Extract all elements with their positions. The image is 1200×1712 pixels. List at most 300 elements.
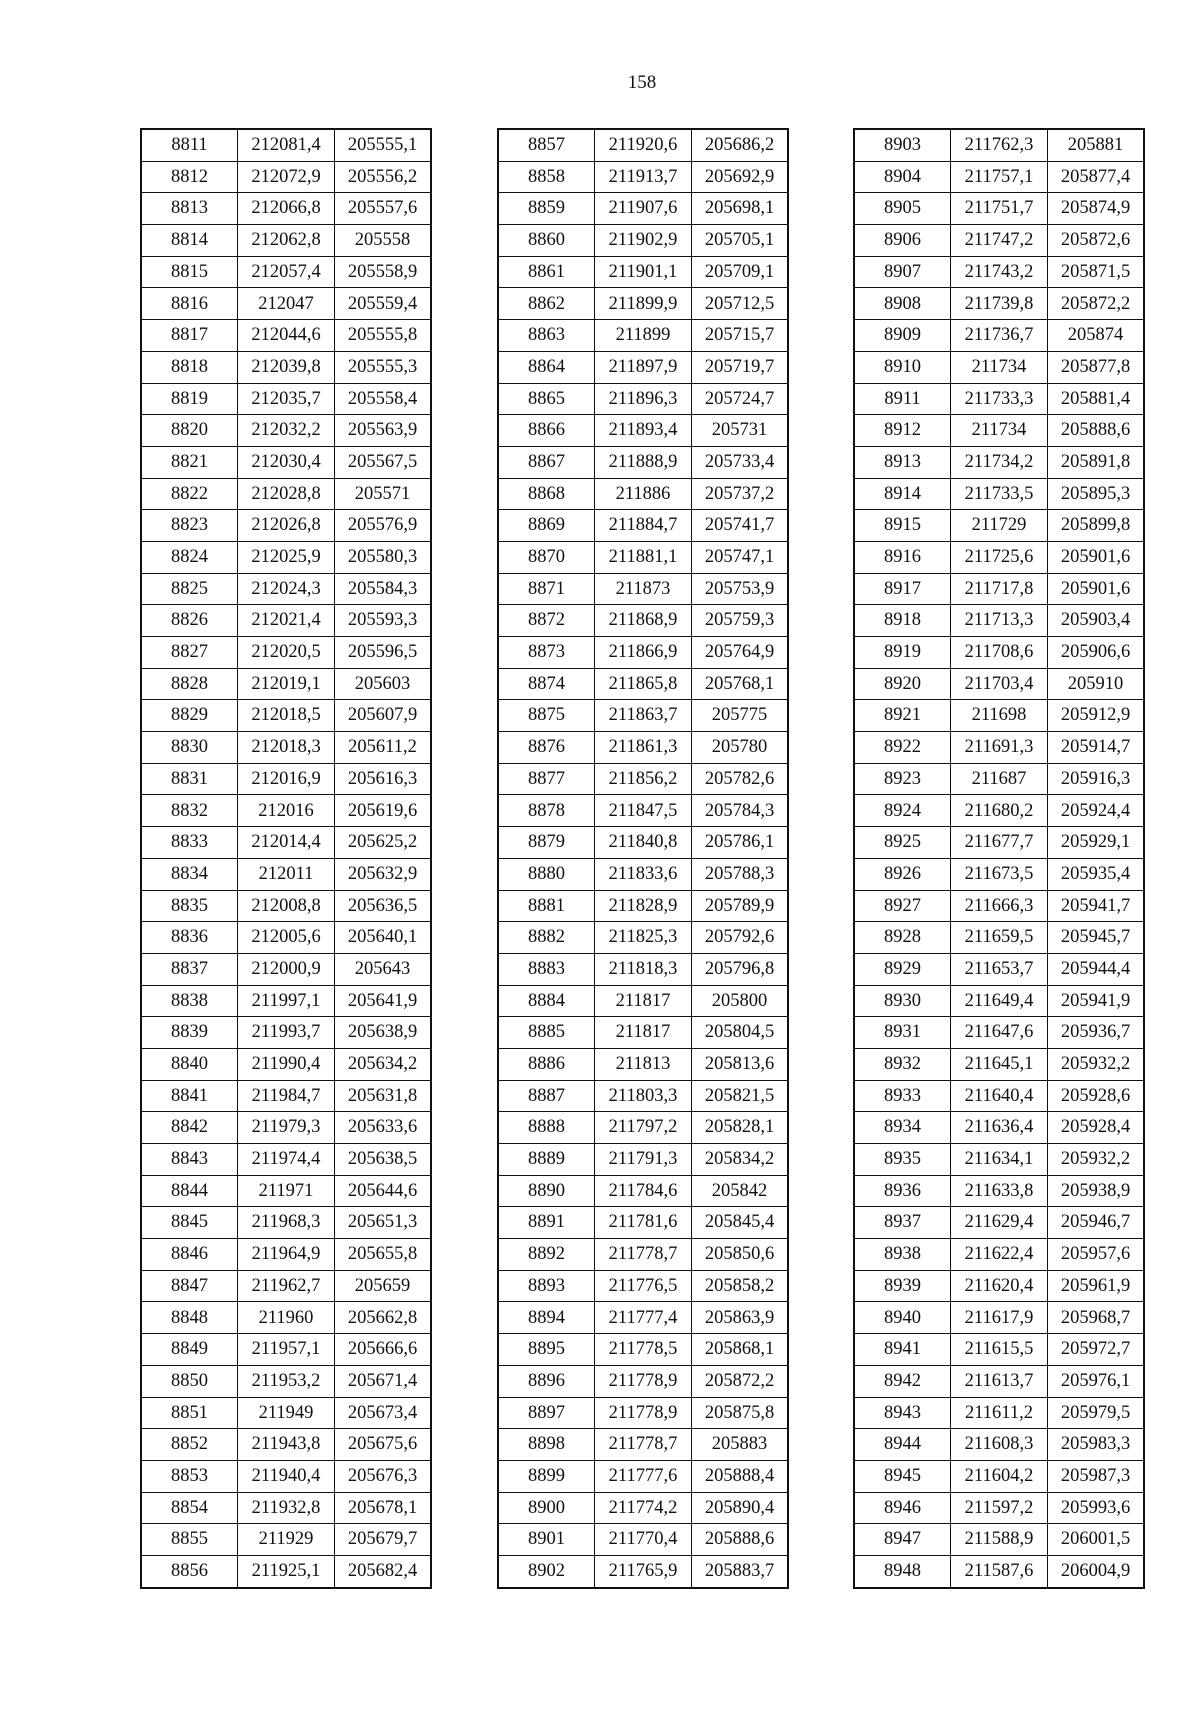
x-coordinate-cell: 211932,8 xyxy=(238,1492,335,1524)
table-row xyxy=(141,1334,431,1366)
point-number-cell: 8887 xyxy=(498,1080,595,1112)
y-coordinate-cell: 205961,9 xyxy=(1048,1270,1145,1302)
x-coordinate-cell: 212019,1 xyxy=(238,668,335,700)
y-coordinate-cell: 205676,3 xyxy=(335,1460,432,1492)
point-number-cell: 8941 xyxy=(854,1334,951,1366)
point-number-cell: 8865 xyxy=(498,383,595,415)
table-row xyxy=(141,1270,431,1302)
x-coordinate-cell: 211734 xyxy=(951,415,1048,447)
x-coordinate-cell: 211645,1 xyxy=(951,1048,1048,1080)
table-row xyxy=(141,858,431,890)
x-coordinate-cell: 211990,4 xyxy=(238,1048,335,1080)
x-coordinate-cell: 211893,4 xyxy=(595,415,692,447)
y-coordinate-cell: 205655,8 xyxy=(335,1239,432,1271)
table-row xyxy=(854,732,1144,764)
y-coordinate-cell: 205834,2 xyxy=(692,1144,789,1176)
y-coordinate-cell: 205979,5 xyxy=(1048,1397,1145,1429)
y-coordinate-cell: 205932,2 xyxy=(1048,1048,1145,1080)
table-row xyxy=(854,1207,1144,1239)
x-coordinate-cell: 211734,2 xyxy=(951,446,1048,478)
x-coordinate-cell: 211611,2 xyxy=(951,1397,1048,1429)
y-coordinate-cell: 205682,4 xyxy=(335,1555,432,1587)
point-number-cell: 8943 xyxy=(854,1397,951,1429)
y-coordinate-cell: 205929,1 xyxy=(1048,827,1145,859)
y-coordinate-cell: 205928,4 xyxy=(1048,1112,1145,1144)
point-number-cell: 8874 xyxy=(498,668,595,700)
x-coordinate-cell: 211884,7 xyxy=(595,510,692,542)
y-coordinate-cell: 205881,4 xyxy=(1048,383,1145,415)
table-row xyxy=(141,256,431,288)
y-coordinate-cell: 205666,6 xyxy=(335,1334,432,1366)
x-coordinate-cell: 212014,4 xyxy=(238,827,335,859)
table-row xyxy=(498,1144,788,1176)
coordinate-table-1 xyxy=(140,128,432,1589)
y-coordinate-cell: 205724,7 xyxy=(692,383,789,415)
y-coordinate-cell: 205813,6 xyxy=(692,1048,789,1080)
y-coordinate-cell: 205675,6 xyxy=(335,1429,432,1461)
table-row xyxy=(854,922,1144,954)
y-coordinate-cell: 205941,7 xyxy=(1048,890,1145,922)
x-coordinate-cell: 211984,7 xyxy=(238,1080,335,1112)
point-number-cell: 8937 xyxy=(854,1207,951,1239)
table-row xyxy=(498,922,788,954)
point-number-cell: 8837 xyxy=(141,953,238,985)
point-number-cell: 8895 xyxy=(498,1334,595,1366)
point-number-cell: 8884 xyxy=(498,985,595,1017)
table-row xyxy=(141,161,431,193)
table-row xyxy=(498,1048,788,1080)
point-number-cell: 8876 xyxy=(498,732,595,764)
point-number-cell: 8881 xyxy=(498,890,595,922)
point-number-cell: 8877 xyxy=(498,763,595,795)
table-row xyxy=(854,1048,1144,1080)
point-number-cell: 8923 xyxy=(854,763,951,795)
x-coordinate-cell: 212008,8 xyxy=(238,890,335,922)
point-number-cell: 8910 xyxy=(854,351,951,383)
x-coordinate-cell: 211687 xyxy=(951,763,1048,795)
point-number-cell: 8862 xyxy=(498,288,595,320)
x-coordinate-cell: 211633,8 xyxy=(951,1175,1048,1207)
y-coordinate-cell: 206004,9 xyxy=(1048,1555,1145,1587)
table-row xyxy=(141,1239,431,1271)
point-number-cell: 8831 xyxy=(141,763,238,795)
x-coordinate-cell: 211856,2 xyxy=(595,763,692,795)
point-number-cell: 8921 xyxy=(854,700,951,732)
x-coordinate-cell: 211997,1 xyxy=(238,985,335,1017)
table-row xyxy=(854,1270,1144,1302)
point-number-cell: 8894 xyxy=(498,1302,595,1334)
y-coordinate-cell: 205936,7 xyxy=(1048,1017,1145,1049)
point-number-cell: 8843 xyxy=(141,1144,238,1176)
point-number-cell: 8897 xyxy=(498,1397,595,1429)
x-coordinate-cell: 211747,2 xyxy=(951,225,1048,257)
x-coordinate-cell: 211866,9 xyxy=(595,637,692,669)
x-coordinate-cell: 212066,8 xyxy=(238,193,335,225)
x-coordinate-cell: 211647,6 xyxy=(951,1017,1048,1049)
y-coordinate-cell: 205863,9 xyxy=(692,1302,789,1334)
x-coordinate-cell: 211940,4 xyxy=(238,1460,335,1492)
x-coordinate-cell: 211925,1 xyxy=(238,1555,335,1587)
point-number-cell: 8916 xyxy=(854,541,951,573)
point-number-cell: 8849 xyxy=(141,1334,238,1366)
point-number-cell: 8817 xyxy=(141,320,238,352)
y-coordinate-cell: 205903,4 xyxy=(1048,605,1145,637)
point-number-cell: 8913 xyxy=(854,446,951,478)
point-number-cell: 8947 xyxy=(854,1524,951,1556)
y-coordinate-cell: 205872,2 xyxy=(692,1365,789,1397)
y-coordinate-cell: 205828,1 xyxy=(692,1112,789,1144)
table-row xyxy=(498,890,788,922)
y-coordinate-cell: 205850,6 xyxy=(692,1239,789,1271)
point-number-cell: 8901 xyxy=(498,1524,595,1556)
x-coordinate-cell: 211734 xyxy=(951,351,1048,383)
point-number-cell: 8898 xyxy=(498,1429,595,1461)
y-coordinate-cell: 205910 xyxy=(1048,668,1145,700)
point-number-cell: 8940 xyxy=(854,1302,951,1334)
x-coordinate-cell: 211743,2 xyxy=(951,256,1048,288)
table-row xyxy=(854,351,1144,383)
y-coordinate-cell: 205883,7 xyxy=(692,1555,789,1587)
x-coordinate-cell: 211962,7 xyxy=(238,1270,335,1302)
y-coordinate-cell: 205891,8 xyxy=(1048,446,1145,478)
y-coordinate-cell: 205631,8 xyxy=(335,1080,432,1112)
table-row xyxy=(141,225,431,257)
table-row xyxy=(854,1239,1144,1271)
y-coordinate-cell: 205789,9 xyxy=(692,890,789,922)
y-coordinate-cell: 205788,3 xyxy=(692,858,789,890)
point-number-cell: 8848 xyxy=(141,1302,238,1334)
y-coordinate-cell: 205638,5 xyxy=(335,1144,432,1176)
y-coordinate-cell: 205705,1 xyxy=(692,225,789,257)
point-number-cell: 8859 xyxy=(498,193,595,225)
table-row xyxy=(141,541,431,573)
x-coordinate-cell: 211791,3 xyxy=(595,1144,692,1176)
x-coordinate-cell: 211604,2 xyxy=(951,1460,1048,1492)
table-row xyxy=(141,1302,431,1334)
table-row xyxy=(498,193,788,225)
point-number-cell: 8914 xyxy=(854,478,951,510)
y-coordinate-cell: 205555,1 xyxy=(335,129,432,161)
y-coordinate-cell: 205580,3 xyxy=(335,541,432,573)
coordinate-table-3 xyxy=(853,128,1145,1589)
point-number-cell: 8844 xyxy=(141,1175,238,1207)
table-row xyxy=(141,1555,431,1587)
point-number-cell: 8828 xyxy=(141,668,238,700)
x-coordinate-cell: 212020,5 xyxy=(238,637,335,669)
table-row xyxy=(141,510,431,542)
point-number-cell: 8847 xyxy=(141,1270,238,1302)
table-row xyxy=(854,1080,1144,1112)
table-row xyxy=(854,1017,1144,1049)
y-coordinate-cell: 205733,4 xyxy=(692,446,789,478)
point-number-cell: 8873 xyxy=(498,637,595,669)
x-coordinate-cell: 211733,5 xyxy=(951,478,1048,510)
y-coordinate-cell: 205747,1 xyxy=(692,541,789,573)
x-coordinate-cell: 212035,7 xyxy=(238,383,335,415)
point-number-cell: 8856 xyxy=(141,1555,238,1587)
table-row xyxy=(498,668,788,700)
point-number-cell: 8870 xyxy=(498,541,595,573)
y-coordinate-cell: 205644,6 xyxy=(335,1175,432,1207)
x-coordinate-cell: 211778,5 xyxy=(595,1334,692,1366)
y-coordinate-cell: 205558 xyxy=(335,225,432,257)
y-coordinate-cell: 205938,9 xyxy=(1048,1175,1145,1207)
x-coordinate-cell: 211588,9 xyxy=(951,1524,1048,1556)
point-number-cell: 8823 xyxy=(141,510,238,542)
y-coordinate-cell: 205556,2 xyxy=(335,161,432,193)
point-number-cell: 8902 xyxy=(498,1555,595,1587)
table-row xyxy=(498,1524,788,1556)
x-coordinate-cell: 211778,9 xyxy=(595,1397,692,1429)
point-number-cell: 8815 xyxy=(141,256,238,288)
table-row xyxy=(854,541,1144,573)
point-number-cell: 8948 xyxy=(854,1555,951,1587)
point-number-cell: 8819 xyxy=(141,383,238,415)
point-number-cell: 8896 xyxy=(498,1365,595,1397)
point-number-cell: 8936 xyxy=(854,1175,951,1207)
table-row xyxy=(141,763,431,795)
y-coordinate-cell: 205924,4 xyxy=(1048,795,1145,827)
table-row xyxy=(854,288,1144,320)
x-coordinate-cell: 211587,6 xyxy=(951,1555,1048,1587)
point-number-cell: 8931 xyxy=(854,1017,951,1049)
y-coordinate-cell: 205607,9 xyxy=(335,700,432,732)
point-number-cell: 8906 xyxy=(854,225,951,257)
x-coordinate-cell: 211776,5 xyxy=(595,1270,692,1302)
table-row xyxy=(141,1365,431,1397)
table-row xyxy=(141,827,431,859)
y-coordinate-cell: 205968,7 xyxy=(1048,1302,1145,1334)
y-coordinate-cell: 205643 xyxy=(335,953,432,985)
point-number-cell: 8930 xyxy=(854,985,951,1017)
table-row xyxy=(498,605,788,637)
y-coordinate-cell: 205557,6 xyxy=(335,193,432,225)
point-number-cell: 8939 xyxy=(854,1270,951,1302)
point-number-cell: 8904 xyxy=(854,161,951,193)
y-coordinate-cell: 205821,5 xyxy=(692,1080,789,1112)
table-row xyxy=(141,1017,431,1049)
table-row xyxy=(498,478,788,510)
point-number-cell: 8855 xyxy=(141,1524,238,1556)
point-number-cell: 8928 xyxy=(854,922,951,954)
x-coordinate-cell: 211698 xyxy=(951,700,1048,732)
point-number-cell: 8864 xyxy=(498,351,595,383)
table-row xyxy=(498,541,788,573)
y-coordinate-cell: 205633,6 xyxy=(335,1112,432,1144)
table-row xyxy=(498,1112,788,1144)
x-coordinate-cell: 211608,3 xyxy=(951,1429,1048,1461)
point-number-cell: 8811 xyxy=(141,129,238,161)
x-coordinate-cell: 211817 xyxy=(595,985,692,1017)
x-coordinate-cell: 211886 xyxy=(595,478,692,510)
point-number-cell: 8836 xyxy=(141,922,238,954)
x-coordinate-cell: 212018,3 xyxy=(238,732,335,764)
table-row xyxy=(498,573,788,605)
point-number-cell: 8832 xyxy=(141,795,238,827)
y-coordinate-cell: 205877,8 xyxy=(1048,351,1145,383)
table-row xyxy=(141,478,431,510)
table-row xyxy=(498,1080,788,1112)
x-coordinate-cell: 211733,3 xyxy=(951,383,1048,415)
coordinate-table-2 xyxy=(497,128,789,1589)
x-coordinate-cell: 211770,4 xyxy=(595,1524,692,1556)
y-coordinate-cell: 205895,3 xyxy=(1048,478,1145,510)
point-number-cell: 8879 xyxy=(498,827,595,859)
y-coordinate-cell: 205858,2 xyxy=(692,1270,789,1302)
table-row xyxy=(854,1524,1144,1556)
y-coordinate-cell: 205651,3 xyxy=(335,1207,432,1239)
x-coordinate-cell: 212057,4 xyxy=(238,256,335,288)
table-row xyxy=(854,193,1144,225)
point-number-cell: 8869 xyxy=(498,510,595,542)
y-coordinate-cell: 205563,9 xyxy=(335,415,432,447)
x-coordinate-cell: 211736,7 xyxy=(951,320,1048,352)
y-coordinate-cell: 205871,5 xyxy=(1048,256,1145,288)
point-number-cell: 8846 xyxy=(141,1239,238,1271)
table-row xyxy=(498,161,788,193)
y-coordinate-cell: 205692,9 xyxy=(692,161,789,193)
point-number-cell: 8946 xyxy=(854,1492,951,1524)
point-number-cell: 8932 xyxy=(854,1048,951,1080)
y-coordinate-cell: 205792,6 xyxy=(692,922,789,954)
point-number-cell: 8890 xyxy=(498,1175,595,1207)
y-coordinate-cell: 205932,2 xyxy=(1048,1144,1145,1176)
table-row xyxy=(498,1365,788,1397)
table-row xyxy=(498,383,788,415)
y-coordinate-cell: 205715,7 xyxy=(692,320,789,352)
table-row xyxy=(498,415,788,447)
table-row xyxy=(498,637,788,669)
point-number-cell: 8850 xyxy=(141,1365,238,1397)
x-coordinate-cell: 211899 xyxy=(595,320,692,352)
x-coordinate-cell: 211757,1 xyxy=(951,161,1048,193)
point-number-cell: 8900 xyxy=(498,1492,595,1524)
table-row xyxy=(498,1270,788,1302)
point-number-cell: 8889 xyxy=(498,1144,595,1176)
table-row xyxy=(854,637,1144,669)
table-row xyxy=(854,605,1144,637)
y-coordinate-cell: 205945,7 xyxy=(1048,922,1145,954)
y-coordinate-cell: 205759,3 xyxy=(692,605,789,637)
x-coordinate-cell: 211649,4 xyxy=(951,985,1048,1017)
point-number-cell: 8875 xyxy=(498,700,595,732)
table-row xyxy=(498,1460,788,1492)
y-coordinate-cell: 205993,6 xyxy=(1048,1492,1145,1524)
x-coordinate-cell: 211703,4 xyxy=(951,668,1048,700)
x-coordinate-cell: 211653,7 xyxy=(951,953,1048,985)
point-number-cell: 8838 xyxy=(141,985,238,1017)
table-row xyxy=(498,288,788,320)
y-coordinate-cell: 205872,2 xyxy=(1048,288,1145,320)
x-coordinate-cell: 211896,3 xyxy=(595,383,692,415)
table-row xyxy=(141,1397,431,1429)
x-coordinate-cell: 211617,9 xyxy=(951,1302,1048,1334)
y-coordinate-cell: 205786,1 xyxy=(692,827,789,859)
table-row xyxy=(854,953,1144,985)
y-coordinate-cell: 205698,1 xyxy=(692,193,789,225)
point-number-cell: 8905 xyxy=(854,193,951,225)
y-coordinate-cell: 205686,2 xyxy=(692,129,789,161)
point-number-cell: 8841 xyxy=(141,1080,238,1112)
x-coordinate-cell: 211778,7 xyxy=(595,1429,692,1461)
y-coordinate-cell: 205625,2 xyxy=(335,827,432,859)
table-row xyxy=(498,953,788,985)
x-coordinate-cell: 211993,7 xyxy=(238,1017,335,1049)
y-coordinate-cell: 205567,5 xyxy=(335,446,432,478)
table-row xyxy=(498,1555,788,1587)
table-row xyxy=(141,1048,431,1080)
y-coordinate-cell: 205784,3 xyxy=(692,795,789,827)
y-coordinate-cell: 205559,4 xyxy=(335,288,432,320)
table-row xyxy=(141,922,431,954)
x-coordinate-cell: 211781,6 xyxy=(595,1207,692,1239)
x-coordinate-cell: 211953,2 xyxy=(238,1365,335,1397)
table-row xyxy=(854,1492,1144,1524)
x-coordinate-cell: 212016 xyxy=(238,795,335,827)
y-coordinate-cell: 205987,3 xyxy=(1048,1460,1145,1492)
y-coordinate-cell: 205596,5 xyxy=(335,637,432,669)
x-coordinate-cell: 212081,4 xyxy=(238,129,335,161)
x-coordinate-cell: 212062,8 xyxy=(238,225,335,257)
point-number-cell: 8935 xyxy=(854,1144,951,1176)
point-number-cell: 8860 xyxy=(498,225,595,257)
x-coordinate-cell: 211778,7 xyxy=(595,1239,692,1271)
y-coordinate-cell: 205976,1 xyxy=(1048,1365,1145,1397)
point-number-cell: 8839 xyxy=(141,1017,238,1049)
table-row xyxy=(498,1492,788,1524)
y-coordinate-cell: 205584,3 xyxy=(335,573,432,605)
x-coordinate-cell: 211797,2 xyxy=(595,1112,692,1144)
point-number-cell: 8829 xyxy=(141,700,238,732)
x-coordinate-cell: 211979,3 xyxy=(238,1112,335,1144)
point-number-cell: 8816 xyxy=(141,288,238,320)
y-coordinate-cell: 205662,8 xyxy=(335,1302,432,1334)
x-coordinate-cell: 211636,4 xyxy=(951,1112,1048,1144)
table-row xyxy=(498,1207,788,1239)
table-row xyxy=(854,700,1144,732)
point-number-cell: 8872 xyxy=(498,605,595,637)
x-coordinate-cell: 212047 xyxy=(238,288,335,320)
x-coordinate-cell: 211833,6 xyxy=(595,858,692,890)
table-row xyxy=(498,256,788,288)
table-row xyxy=(854,1302,1144,1334)
y-coordinate-cell: 205874 xyxy=(1048,320,1145,352)
y-coordinate-cell: 205804,5 xyxy=(692,1017,789,1049)
x-coordinate-cell: 212030,4 xyxy=(238,446,335,478)
point-number-cell: 8845 xyxy=(141,1207,238,1239)
x-coordinate-cell: 211622,4 xyxy=(951,1239,1048,1271)
x-coordinate-cell: 211717,8 xyxy=(951,573,1048,605)
x-coordinate-cell: 211964,9 xyxy=(238,1239,335,1271)
y-coordinate-cell: 205845,4 xyxy=(692,1207,789,1239)
point-number-cell: 8883 xyxy=(498,953,595,985)
table-row xyxy=(854,827,1144,859)
x-coordinate-cell: 211777,4 xyxy=(595,1302,692,1334)
x-coordinate-cell: 212026,8 xyxy=(238,510,335,542)
table-row xyxy=(141,1524,431,1556)
point-number-cell: 8880 xyxy=(498,858,595,890)
table-row xyxy=(854,858,1144,890)
x-coordinate-cell: 212028,8 xyxy=(238,478,335,510)
x-coordinate-cell: 211847,5 xyxy=(595,795,692,827)
x-coordinate-cell: 211713,3 xyxy=(951,605,1048,637)
x-coordinate-cell: 211778,9 xyxy=(595,1365,692,1397)
point-number-cell: 8851 xyxy=(141,1397,238,1429)
y-coordinate-cell: 205881 xyxy=(1048,129,1145,161)
point-number-cell: 8857 xyxy=(498,129,595,161)
point-number-cell: 8926 xyxy=(854,858,951,890)
x-coordinate-cell: 211629,4 xyxy=(951,1207,1048,1239)
